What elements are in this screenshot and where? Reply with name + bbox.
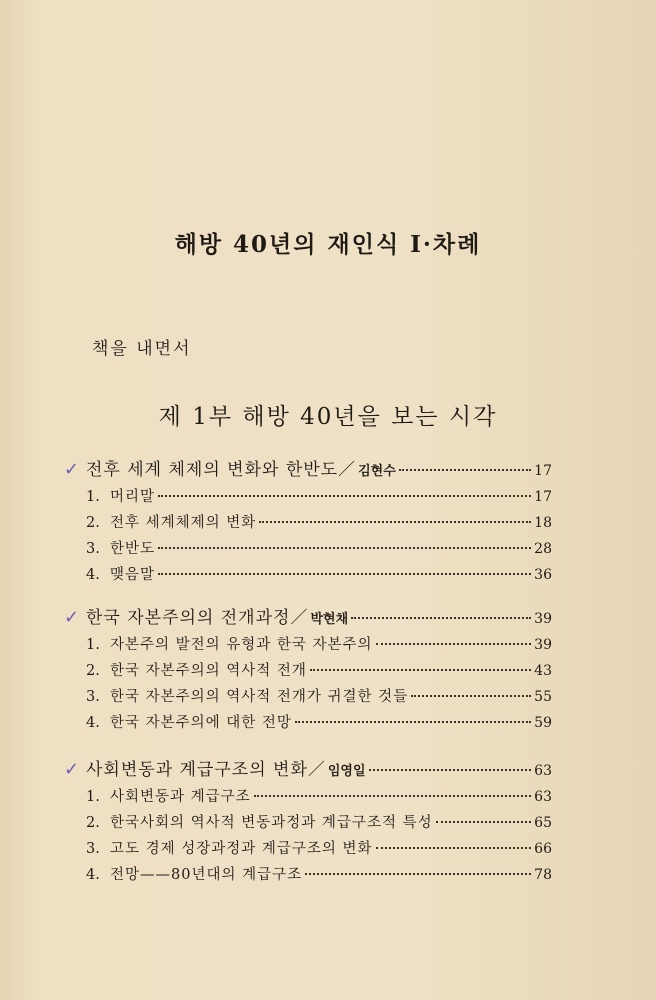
page-number: 63 [534, 789, 552, 805]
toc-section-2 [64, 603, 552, 737]
toc-item [64, 711, 552, 737]
slash-separator: ／ [290, 608, 309, 628]
chapter-author: 임영일 [327, 764, 366, 779]
item-number: 4. [86, 715, 100, 731]
toc-item [64, 633, 552, 659]
item-number: 1. [86, 637, 100, 653]
item-title: 한국 자본주의의 역사적 전개 [110, 663, 307, 679]
page-number: 55 [534, 689, 552, 705]
page-number: 18 [534, 515, 552, 531]
page-number: 28 [534, 541, 552, 557]
chapter-entry [64, 603, 552, 633]
item-number: 3. [86, 689, 100, 705]
toc-item [64, 863, 552, 889]
leader-dots [436, 821, 532, 823]
item-title: 전후 세계체제의 변화 [110, 515, 257, 531]
page-number: 65 [534, 815, 552, 831]
item-title: 한국 자본주의의 역사적 전개가 귀결한 것들 [110, 689, 409, 705]
slash-separator: ／ [338, 460, 357, 480]
leader-dots [376, 643, 532, 645]
page-number: 66 [534, 841, 552, 857]
toc-item [64, 537, 552, 563]
chapter-author: 김현수 [358, 464, 396, 479]
leader-dots [259, 521, 531, 523]
page-number: 36 [534, 567, 552, 583]
leader-dots [254, 795, 532, 797]
page-number: 17 [534, 463, 552, 479]
item-title: 전망——80년대의 계급구조 [110, 867, 303, 883]
item-number: 4. [86, 867, 100, 883]
item-number: 2. [86, 815, 100, 831]
item-title: 한국 자본주의에 대한 전망 [110, 715, 292, 731]
checkmark-icon: ✓ [64, 759, 80, 780]
chapter-entry [64, 755, 552, 785]
toc-item [64, 785, 552, 811]
chapter-title: 전후 세계 체제의 변화와 한반도 [86, 460, 339, 480]
toc-item [64, 511, 552, 537]
item-title: 맺음말 [110, 567, 156, 583]
item-number: 3. [86, 541, 100, 557]
item-number: 3. [86, 841, 100, 857]
item-number: 2. [86, 515, 100, 531]
leader-dots [310, 669, 531, 671]
item-title: 고도 경제 성장과정과 계급구조의 변화 [110, 841, 373, 857]
item-title: 자본주의 발전의 유형과 한국 자본주의 [110, 637, 373, 653]
leader-dots [158, 495, 531, 497]
toc-item [64, 811, 552, 837]
toc-item [64, 837, 552, 863]
leader-dots [295, 721, 531, 723]
slash-separator: ／ [307, 760, 326, 780]
leader-dots [351, 617, 531, 619]
checkmark-icon: ✓ [64, 459, 80, 480]
toc-section-1 [64, 455, 552, 589]
preface-entry: 책을 내면서 [92, 339, 192, 359]
part-title: 제 1부 해방 40년을 보는 시각 [158, 404, 498, 430]
item-title: 머리말 [110, 489, 156, 505]
page-number: 17 [534, 489, 552, 505]
leader-dots [305, 873, 531, 875]
leader-dots [399, 469, 531, 471]
item-number: 1. [86, 489, 100, 505]
item-number: 2. [86, 663, 100, 679]
page-title: 해방 40년의 재인식 Ⅰ·차례 [174, 231, 482, 258]
page-number: 39 [534, 611, 552, 627]
toc-item [64, 659, 552, 685]
item-number: 4. [86, 567, 100, 583]
checkmark-icon: ✓ [64, 607, 80, 628]
chapter-entry [64, 455, 552, 485]
page-number: 43 [534, 663, 552, 679]
page-number: 78 [534, 867, 552, 883]
toc-item [64, 563, 552, 589]
chapter-title: 한국 자본주의의 전개과정 [86, 608, 291, 628]
chapter-title: 사회변동과 계급구조의 변화 [86, 760, 308, 780]
item-title: 한반도 [110, 541, 156, 557]
leader-dots [411, 695, 531, 697]
toc-item [64, 685, 552, 711]
chapter-author: 박현채 [310, 612, 349, 627]
leader-dots [369, 769, 532, 771]
page-number: 59 [534, 715, 552, 731]
item-title: 한국사회의 역사적 변동과정과 계급구조적 특성 [110, 815, 433, 831]
leader-dots [376, 847, 532, 849]
toc-item [64, 485, 552, 511]
item-number: 1. [86, 789, 100, 805]
page-number: 39 [534, 637, 552, 653]
leader-dots [158, 547, 531, 549]
leader-dots [158, 573, 531, 575]
item-title: 사회변동과 계급구조 [110, 789, 251, 805]
page-number: 63 [534, 763, 552, 779]
toc-section-3 [64, 755, 552, 889]
